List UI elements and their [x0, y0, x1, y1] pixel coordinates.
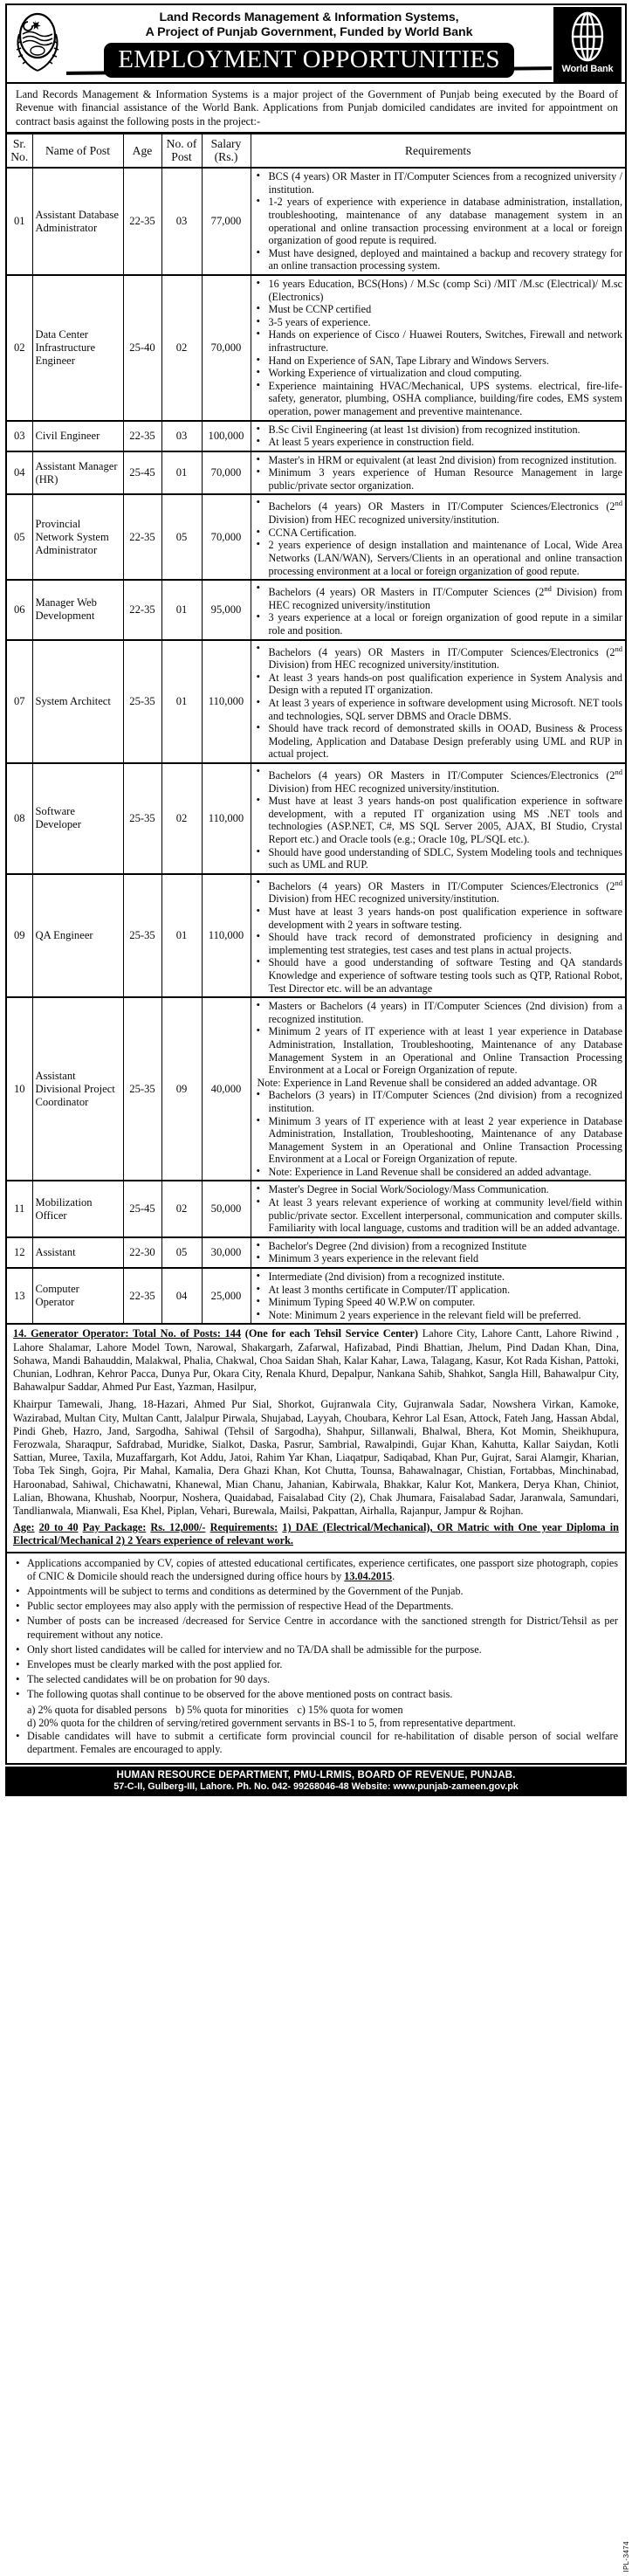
cell-sr: 03	[6, 421, 32, 451]
cell-requirements	[251, 1181, 626, 1236]
requirement-item: • 2 years experience of design installation and maintenance of Local, Wide Area Networks (LAN/WAN), Servers/Clients in an operational and online transaction processing environment at a local or foreign organization of good repute.	[254, 539, 623, 577]
cell-sr: 06	[6, 580, 32, 639]
notes-list-tail	[14, 1730, 618, 1756]
intro-paragraph: Land Records Management & Information Systems is a major project of the Government of Punjab being executed by the Board of Revenue with financial assistance of the World Bank. Applications from Punjab domiciled candidates are invited for appointment on contract basis against the following posts in the project:-	[5, 84, 627, 133]
column-header-sr-no: Sr. No.	[6, 134, 32, 168]
generator-operator-para-1	[13, 1327, 619, 1394]
cell-requirements	[251, 168, 626, 275]
cell-salary: 100,000	[202, 421, 251, 451]
requirement-item: • Working Experience of virtualization and cloud computing.	[254, 367, 623, 380]
cell-age: 25-35	[123, 640, 161, 763]
cell-salary: 70,000	[202, 451, 251, 495]
cell-requirements	[251, 451, 626, 495]
column-header-salary: Salary (Rs.)	[202, 134, 251, 168]
cell-age: 25-35	[123, 997, 161, 1181]
cell-salary: 50,000	[202, 1181, 251, 1236]
requirement-item: • Should have track record of demonstrated skills in OOAD, Business & Process Modeling, Application and Database Design preferably using UML and RUP in actual project.	[254, 722, 623, 761]
header-line-1: Land Records Management & Information Systems,	[159, 10, 459, 24]
cell-age: 25-40	[123, 275, 161, 421]
cell-post: Computer Operator	[32, 1268, 123, 1324]
column-header-no-of-post: No. of Post	[161, 134, 202, 168]
quota-d: d) 20% quota for the children of serving/retired government servants in BS-1 to 5, from representative department.	[27, 1716, 516, 1729]
cell-post: Manager Web Development	[32, 580, 123, 639]
cell-age: 22-35	[123, 1268, 161, 1324]
cell-salary: 70,000	[202, 494, 251, 580]
cell-salary: 110,000	[202, 874, 251, 997]
pay-package-value: Rs. 12,000/-	[150, 1521, 206, 1534]
jobs-table-body	[6, 168, 626, 1324]
cell-age: 25-35	[123, 763, 161, 874]
cell-num: 03	[161, 421, 202, 451]
requirement-item: • 16 years Education, BCS(Hons) / M.Sc (comp Sci) /MIT /M.sc (Electrical)/ M.sc (Electronics)	[254, 278, 623, 303]
cell-sr: 10	[6, 997, 32, 1181]
table-row	[6, 763, 626, 874]
table-header-row	[6, 134, 626, 168]
requirements-value: 1) DAE (Electrical/Mechanical), OR Matric with One year Diploma in Electrical/Mechanical 2) 2 Years experience of relevant work.	[13, 1521, 620, 1547]
cell-post: Civil Engineer	[32, 421, 123, 451]
table-row	[6, 494, 626, 580]
requirements-list	[254, 497, 623, 577]
cell-age: 25-45	[123, 1181, 161, 1236]
cell-num: 01	[161, 640, 202, 763]
cell-salary: 110,000	[202, 763, 251, 874]
requirement-item: • Experience maintaining HVAC/Mechanical, UPS systems. electrical, fire-life- safety, generator, plumbing, OSHA compliance, building/fire codes, EMS system operation, power management and preventive maintenance.	[254, 380, 623, 418]
cell-salary: 110,000	[202, 640, 251, 763]
requirement-item: • Must be CCNP certified	[254, 303, 623, 316]
cell-requirements	[251, 494, 626, 580]
cell-requirements	[251, 1237, 626, 1268]
cell-post: Provincial Network System Administrator	[32, 494, 123, 580]
requirements-list	[254, 582, 623, 637]
cell-num: 04	[161, 1268, 202, 1324]
cell-num: 05	[161, 1237, 202, 1268]
requirement-item: • At least 3 years of experience in software development using Microsoft. NET tools and technologies, SQL server DBMS and Oracle DBMS.	[254, 697, 623, 722]
cell-num: 03	[161, 168, 202, 275]
cell-salary: 40,000	[202, 997, 251, 1181]
requirements-list	[254, 170, 623, 272]
cell-post: Software Developer	[32, 763, 123, 874]
header-line-2: A Project of Punjab Government, Funded by World Bank	[145, 25, 473, 39]
cell-sr: 09	[6, 874, 32, 997]
requirements-list	[254, 1240, 623, 1265]
table-row	[6, 421, 626, 451]
generator-operator-subheading: (One for each Tehsil Service Center)	[244, 1327, 418, 1340]
cell-age: 25-45	[123, 451, 161, 495]
table-row	[6, 874, 626, 997]
requirement-item: • 3-5 years of experience.	[254, 316, 623, 329]
cell-requirements	[251, 874, 626, 997]
requirements-list	[254, 454, 623, 492]
generator-locations-part-2: Khairpur Tamewali, Jhang, 18-Hazari, Ahmed Pur Sial, Shorkot, Gujranwala City, Gujranwala Sadar, Nowshera Virkan, Kamoke, Wazirabad, Multan City, Multan Cantt, Jalalpur Pirwala, Shujabad, Layyah, Choubara, Kehror Lal Esan, Attock, Fateh Jang, Hassan Abdal, Pindi Gheb, Hazro, Jand, Sargodha, Sahiwal (Tehsil of Sargodha), Shahpur, Sillanwali, Bhalwal, Bhera, Kot Momin, Sheikhupura, Ferozwala, Sharaqpur, Safdrabad, Muridke, Sialkot, Daska, Pasrur, Sambrial, Rawalpindi, Gujar Khan, Kahutta, Kallar Saiydan, Kotli Sattian, Muree, Taxila, Muzaffargarh, Kot Addu, Jatoi, Rahim Yar Khan, Liaqatpur, Sadiqabad, Khan Pur, Gujrat, Sarai Alamgir, Kharian, Toba Tek Singh, Gojra, Pir Mahal, Kamalia, Dera Ghazi Khan, Kot Chutta, Tounsa, Bahawalnagar, Chistian, Fortabbas, Minchinabad, Haroonabad, Sahiwal, Chichawatni, Khanewal, Mian Chanu, Jahanian, Kabirwala, Bhakkar, Kalur Kot, Mankera, Derya Khan, Chiniot, Lalian, Bhowana, Khushab, Noorpur, Noshera, Quaidabad, Faisalabad City (2), Chak Jhumara, Faisalabad Sadar, Jaranwala, Samundari, Tandlianwala, Mianwali, Esa Khel, Piplan, Vehari, Burewala, Mailsi, Pakpattan, Airhalla, Rajanpur, Jampur & Rojhan.	[13, 1398, 619, 1518]
requirement-item: • Master's in HRM or equivalent (at least 2nd division) from recognized institution.	[254, 454, 623, 467]
requirement-item: • Minimum 3 years experience of Human Resource Management in large public/private sector organization.	[254, 466, 623, 492]
note-item: • Disable candidates will have to submit a certificate form provincial council for re-habilitation of disable person of social welfare department. Females are encouraged to apply.	[14, 1730, 618, 1756]
requirement-item: • CCNA Certification.	[254, 527, 623, 540]
requirement-item: • At least 3 months certificate in Computer/IT application.	[254, 1284, 623, 1297]
requirement-item: • Minimum 3 years of IT experience with at least 2 year experience in Database Administration, Installation, Troubleshooting, Maintenance of any Database Management System in an Operational and Online Transaction Processing Environment at a Local or Foreign Organization of repute.	[254, 1115, 623, 1166]
requirement-item: Note: Experience in Land Revenue shall be considered an added advantage. OR	[257, 1076, 598, 1089]
quota-row	[14, 1704, 618, 1730]
cell-salary: 30,000	[202, 1237, 251, 1268]
requirement-item: • At least 3 years relevant experience of working at community level/field within public/private sector. Excellent interpersonal, communication and computer skills. Familiarity with local language, customs and tradition will be an added advantage.	[254, 1196, 623, 1235]
requirement-item: • 1-2 years of experience with experience in database administration, installation, troubleshooting, maintenance of any database management system in an operational and online transaction processing environment at a local or foreign organization of good repute is required.	[254, 196, 623, 246]
requirements-list	[254, 766, 623, 871]
cell-post: Mobilization Officer	[32, 1181, 123, 1236]
table-row	[6, 997, 626, 1181]
note-item: • Public sector employees may also apply with the permission of respective Head of the Departments.	[14, 1600, 618, 1613]
notes-block	[5, 1553, 627, 1765]
footer-department: HUMAN RESOURCE DEPARTMENT, PMU-LRMIS, BOARD OF REVENUE, PUNJAB.	[116, 1768, 516, 1780]
page-header	[5, 3, 627, 84]
quota-a: a) 2% quota for disabled persons	[27, 1703, 168, 1716]
requirement-item: • Should have good understanding of SDLC, System Modeling tools and techniques such as UML and RUP.	[254, 846, 623, 871]
requirements-list	[254, 278, 623, 418]
cell-salary: 77,000	[202, 168, 251, 275]
note-item: • Appointments will be subject to terms and conditions as determined by the Government of the Punjab.	[14, 1585, 618, 1598]
table-row	[6, 580, 626, 639]
pay-package-label: Pay Package:	[82, 1521, 147, 1534]
table-row	[6, 1237, 626, 1268]
cell-salary: 70,000	[202, 275, 251, 421]
cell-post: System Architect	[32, 640, 123, 763]
requirement-item: • Must have at least 3 years hands-on post qualification experience in software development, with a reputed IT organization using MS .NET tools and technologies (ASP.NET, C#, MS SQL Server 2005, AJAX, BI Studio, Crystal Report etc.) and Oracle tools (e.g.; Oracle 10g, PL/SQL etc.).	[254, 795, 623, 845]
header-titles	[65, 7, 553, 83]
table-row	[6, 275, 626, 421]
cell-num: 05	[161, 494, 202, 580]
note-item: • Envelopes must be clearly marked with the post applied for.	[14, 1658, 618, 1671]
cell-age: 22-35	[123, 494, 161, 580]
cell-sr: 08	[6, 763, 32, 874]
table-row	[6, 451, 626, 495]
cell-requirements	[251, 997, 626, 1181]
cell-age: 22-35	[123, 421, 161, 451]
requirement-item: • At least 5 years experience in construction field.	[254, 436, 623, 449]
note-item: • Number of posts can be increased /decreased for Service Centre in accordance with the sanctioned strength for District/Tehsil as per requirement without any notice.	[14, 1615, 618, 1641]
cell-age: 22-35	[123, 168, 161, 275]
cell-post: Assistant Manager (HR)	[32, 451, 123, 495]
cell-requirements	[251, 275, 626, 421]
cell-age: 25-35	[123, 874, 161, 997]
cell-post: Assistant Database Administrator	[32, 168, 123, 275]
generator-operator-heading: 14. Generator Operator: Total No. of Posts: 144	[13, 1327, 241, 1340]
punjab-government-crest-icon	[10, 9, 65, 77]
world-bank-globe-icon	[555, 10, 620, 63]
requirement-item: • Masters or Bachelors (4 years) in IT/Computer Sciences (2nd division) from a recognized institution.	[254, 1000, 623, 1025]
note-item: • The selected candidates will be on probation for 90 days.	[14, 1673, 618, 1686]
table-row	[6, 1268, 626, 1324]
requirement-item: • Minimum Typing Speed 40 W.P.W on computer.	[254, 1296, 623, 1309]
requirements-list	[254, 424, 623, 449]
requirement-item: • Bachelors (4 years) OR Masters in IT/Computer Sciences/Electronics (2nd Division) from HEC recognized university/institution.	[254, 877, 623, 906]
footer-address: 57-C-II, Gulberg-III, Lahore. Ph. No. 042- 99268046-48 Website: www.punjab-zameen.gov.pk	[113, 1780, 519, 1792]
requirement-item: • Note: Minimum 2 years experience in the relevant field will be preferred.	[254, 1309, 623, 1322]
requirement-item: • Bachelors (4 years) OR Masters in IT/Computer Sciences/Electronics (2nd Division) from HEC recognized university/institution.	[254, 497, 623, 526]
employment-opportunities-banner: EMPLOYMENT OPPORTUNITIES	[104, 43, 514, 78]
requirement-item: • Bachelors (3 years) in IT/Computer Sciences (2nd division) from a recognized institution.	[254, 1089, 623, 1114]
note-item: • Only short listed candidates will be called for interview and no TA/DA shall be admissible for the purpose.	[14, 1643, 618, 1656]
cell-num: 09	[161, 997, 202, 1181]
requirement-item: • Bachelor's Degree (2nd division) from a recognized Institute	[254, 1240, 623, 1253]
cell-num: 01	[161, 580, 202, 639]
cell-num: 01	[161, 451, 202, 495]
cell-num: 02	[161, 763, 202, 874]
requirement-item: • Hands on experience of Cisco / Huawei Routers, Switches, Firewall and network infrastructure.	[254, 328, 623, 354]
requirement-item: • B.Sc Civil Engineering (at least 1st division) from recognized institution.	[254, 424, 623, 437]
jobs-table-head	[6, 134, 626, 168]
table-row	[6, 640, 626, 763]
cell-sr: 02	[6, 275, 32, 421]
requirement-item: • Master's Degree in Social Work/Sociology/Mass Communication.	[254, 1183, 623, 1196]
requirement-item: • Note: Experience in Land Revenue shall be considered an added advantage.	[254, 1166, 623, 1179]
requirement-item: • Minimum 2 years of IT experience with at least 1 year experience in Database Administration, Installation, Troubleshooting, Maintenance of any Database Management System in an Operational and Online Transaction Processing Environment at a Local or Foreign Organization of repute.	[254, 1025, 623, 1076]
cell-salary: 95,000	[202, 580, 251, 639]
requirements-list	[254, 1271, 623, 1321]
cell-post: QA Engineer	[32, 874, 123, 997]
note-item: • Applications accompanied by CV, copies of attested educational certificates, experience certificates, one passport size photograph, copies of CNIC & Domicile should reach the undersigned during office hours by 13.04.2015.	[14, 1557, 618, 1583]
notes-list	[14, 1557, 618, 1702]
cell-post: Assistant Divisional Project Coordinator	[32, 997, 123, 1181]
requirements-list	[254, 877, 623, 995]
cell-sr: 01	[6, 168, 32, 275]
requirement-item: • Hand on Experience of SAN, Tape Library and Windows Servers.	[254, 355, 623, 368]
cell-age: 22-35	[123, 580, 161, 639]
requirement-item: • Minimum 3 years experience in the relevant field	[254, 1252, 623, 1265]
table-row	[6, 168, 626, 275]
requirement-item: • Bachelors (4 years) OR Masters in IT/Computer Sciences (2nd Division) from HEC recognized university/institution	[254, 582, 623, 611]
cell-post: Data Center Infrastructure Engineer	[32, 275, 123, 421]
cell-sr: 12	[6, 1237, 32, 1268]
requirement-item: • Must have at least 3 years hands-on post qualification experience in software development with 2 years in software testing.	[254, 906, 623, 931]
requirement-item: • BCS (4 years) OR Master in IT/Computer Sciences from a recognized university / institution.	[254, 170, 623, 196]
age-label: Age:	[13, 1521, 35, 1534]
column-header-name-of-post: Name of Post	[32, 134, 123, 168]
cell-requirements	[251, 421, 626, 451]
quota-b: b) 5% quota for minorities	[175, 1703, 289, 1716]
requirement-item: • Must have designed, deployed and maintained a backup and recovery strategy for an online transaction processing system.	[254, 247, 623, 272]
cell-sr: 04	[6, 451, 32, 495]
quota-c: c) 15% quota for women	[297, 1703, 403, 1716]
requirements-list	[254, 643, 623, 761]
requirement-item: • Bachelors (4 years) OR Masters in IT/Computer Sciences/Electronics (2nd Division) from HEC recognized university/institution.	[254, 643, 623, 672]
world-bank-logo	[553, 7, 622, 84]
requirement-item: • At least 3 years hands-on post qualification experience in System Analysis and Design with a reputed IT organization.	[254, 672, 623, 697]
cell-sr: 07	[6, 640, 32, 763]
world-bank-label: World Bank	[561, 64, 614, 74]
cell-num: 01	[161, 874, 202, 997]
requirement-item: • Should have track record of demonstrated proficiency in designing and implementing test strategies, test cases and test plans in actual projects.	[254, 931, 623, 956]
generator-locations-part-1: Lahore City, Lahore Cantt, Lahore Riwind , Lahore Shalamar, Lahore Model Town, Narowal, Shakargarh, Zafarwal, Hafizabad, Pindi Bhattian, Jhelum, Pind Dadan Khan, Dina, Sohawa, Mandi Bahauddin, Malakwal, Phalia, Chakwal, Choa Saidan Shah, Kalar Kahar, Lawa, Talagang, Kasur, Kot Rada Kishan, Pattoki, Chunian, Lodhran, Kehror Pacca, Dunya Pur, Okara City, Renala Khurd, Depalpur, Nankana Sahib, Shahkot, Sangla Hill, Bahawalpur City, Bahawalpur Saddar, Ahmed Pur East, Yazman, Hasilpur,	[13, 1327, 620, 1394]
cell-age: 22-30	[123, 1237, 161, 1268]
cell-post: Assistant	[32, 1237, 123, 1268]
table-row	[6, 1181, 626, 1236]
column-header-requirements: Requirements	[251, 134, 626, 168]
requirement-item: • Should have a good understanding of software Testing and QA standards Knowledge and experience of software testing tools such as QTP, Rational Robot, Test Director etc. will be an advantage	[254, 956, 623, 995]
requirements-list	[254, 1183, 623, 1234]
cell-requirements	[251, 580, 626, 639]
cell-sr: 13	[6, 1268, 32, 1324]
cell-requirements	[251, 763, 626, 874]
cell-sr: 11	[6, 1181, 32, 1236]
reference-code: IPL-3474	[622, 2541, 630, 2573]
requirement-item: • 3 years experience at a local or foreign organization of good repute in a similar role and position.	[254, 611, 623, 637]
requirements-label: Requirements:	[210, 1521, 278, 1534]
cell-requirements	[251, 640, 626, 763]
note-item: • The following quotas shall continue to be observed for the above mentioned posts on contract basis.	[14, 1688, 618, 1701]
cell-num: 02	[161, 275, 202, 421]
requirement-item: • Bachelors (4 years) OR Masters in IT/Computer Sciences/Electronics (2nd Division) from HEC recognized university/institution.	[254, 766, 623, 795]
requirement-item: • Intermediate (2nd division) from a recognized institute.	[254, 1271, 623, 1284]
generator-operator-block	[5, 1325, 627, 1553]
cell-requirements	[251, 1268, 626, 1324]
column-header-age: Age	[123, 134, 161, 168]
age-value: 20 to 40	[38, 1521, 79, 1534]
cell-sr: 05	[6, 494, 32, 580]
jobs-table	[5, 133, 627, 1325]
cell-salary: 25,000	[202, 1268, 251, 1324]
generator-age-pay-requirements	[13, 1521, 619, 1547]
page-footer	[5, 1767, 627, 1796]
requirements-list	[254, 1000, 623, 1178]
cell-num: 02	[161, 1181, 202, 1236]
